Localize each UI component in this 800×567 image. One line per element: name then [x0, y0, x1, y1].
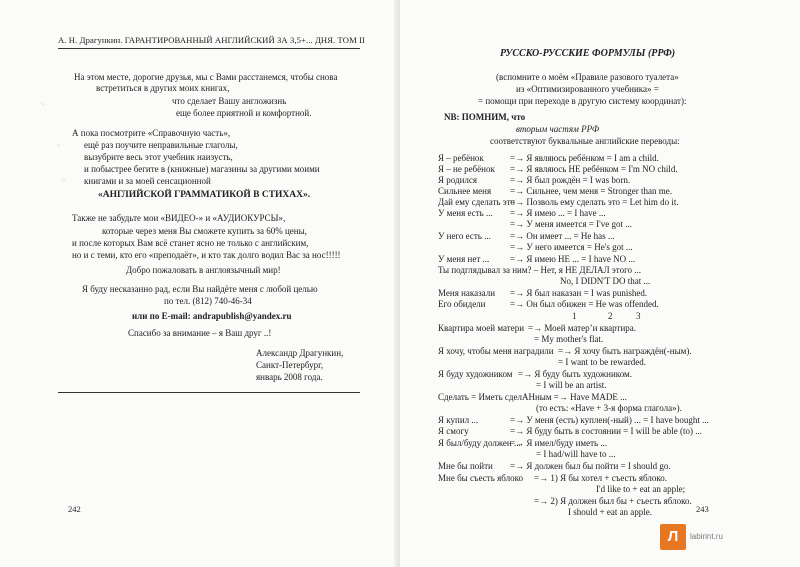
labirint-logo-badge: Л: [660, 524, 686, 550]
formula: =→ Моей матерʼи квартира.: [528, 323, 637, 333]
margin-mark: ⁖: [56, 142, 61, 150]
margin-mark: ⁖: [40, 100, 45, 108]
phrase: Я буду художником: [438, 369, 513, 379]
formula: =→ 1) Я бы хотел + съесть яблоко.: [534, 473, 668, 483]
formula: No, I DIDN'T DO that ...: [560, 276, 651, 286]
labirint-watermark-text: labirint.ru: [690, 532, 723, 541]
index-number: 2: [608, 311, 613, 321]
grammar-title: «АНГЛИЙСКОЙ ГРАММАТИКОЙ В СТИХАХ».: [98, 190, 311, 200]
left-page: [0, 0, 396, 567]
phrase: Я – ребёнок: [438, 153, 484, 163]
signature-date: январь 2008 года.: [256, 372, 323, 382]
subtitle-line: из «Оптимизированного учебника» =: [516, 84, 659, 94]
running-header: А. Н. Драгункин. ГАРАНТИРОВАННЫЙ АНГЛИЙСКИЙ ЗА 3,5+... ДНЯ. ТОМ II: [58, 35, 365, 45]
subtitle-line: (вспомните о моём «Правиле разового туалета»: [496, 72, 679, 82]
text-line: что сделает Вашу англожизнь: [172, 96, 287, 106]
signature-city: Санкт-Петербург,: [256, 360, 324, 370]
footer-rule: [58, 392, 360, 393]
text-line: Добро пожаловать в англоязычный мир!: [126, 265, 281, 275]
formula: =→ Я являюсь ребёнком = I am a child.: [510, 153, 659, 163]
formula: (то есть: «Have + 3-я форма глагола»).: [536, 403, 682, 413]
formula: I'd like to + eat an apple;: [596, 484, 686, 494]
formula: =→ Я был рождён = I was born.: [510, 175, 631, 185]
text-line: встретиться в других моих книгах,: [96, 83, 230, 93]
phrase: Меня наказали: [438, 288, 496, 298]
phrase: Мне бы съесть яблоко: [438, 473, 523, 483]
formula: = I want to be rewarded.: [558, 357, 647, 367]
text-line: книгами и за моей сенсационной: [84, 176, 211, 186]
nb-line: вторым частям РРФ: [516, 124, 600, 134]
index-number: 3: [636, 311, 641, 321]
header-rule: [58, 48, 360, 49]
phrase: Ты подглядывал за ним? – Нет, я НЕ ДЕЛАЛ этого ...: [438, 265, 642, 275]
formula: Сделать = Иметь сделАНным =→ Have MADE ...: [438, 392, 627, 402]
text-line: На этом месте, дорогие друзья, мы с Вами расстанемся, чтобы снова: [74, 72, 338, 82]
text-line: Спасибо за внимание – я Ваш друг ..!: [128, 328, 272, 338]
subtitle-line: = помощи при переходе в другую систему координат):: [478, 96, 687, 106]
formula: =→ Я буду быть в состоянии = I will be able (to) ...: [510, 426, 702, 436]
formula: = My mother's flat.: [534, 334, 604, 344]
section-title: РУССКО-РУССКИЕ ФОРМУЛЫ (РРФ): [500, 48, 676, 59]
formula: = I will be an artist.: [536, 380, 607, 390]
page-number-right: 243: [696, 504, 709, 514]
formula: =→ Я буду быть художником.: [518, 369, 632, 379]
text-line: Я буду несказанно рад, если Вы найдёте меня с любой целью: [82, 284, 318, 294]
phrase: У меня есть ...: [438, 208, 493, 218]
formula: =→ У меня имеется = I've got ...: [510, 219, 632, 229]
text-line: еще более приятной и комфортной.: [176, 108, 312, 118]
phrase: Я родился: [438, 175, 478, 185]
text-line: которые через меня Вы сможете купить за 60% цены,: [102, 226, 307, 236]
formula: I should + eat an apple.: [568, 507, 653, 517]
phone-line: по тел. (812) 740-46-34: [164, 296, 252, 306]
formula: =→ Я являюсь НЕ ребёнком = I'm NO child.: [510, 164, 678, 174]
formula: =→ 2) Я должен был бы + съесть яблоко.: [534, 496, 692, 506]
text-line: и после которых Вам всё станет ясно не только с английским,: [72, 238, 309, 248]
phrase: У него есть ...: [438, 231, 491, 241]
text-line: Также не забудьте мои «ВИДЕО-» и «АУДИОКУРСЫ»,: [72, 213, 286, 223]
margin-mark: ⁘: [60, 176, 66, 184]
right-page: [400, 0, 800, 567]
phrase: Квартира моей матери: [438, 323, 525, 333]
formula: =→ Он был обижен = He was offended.: [510, 299, 659, 309]
formula: =→ Я был наказан = I was punished.: [510, 288, 648, 298]
index-number: 1: [572, 311, 577, 321]
formula: =→ Я имел/буду иметь ...: [510, 438, 608, 448]
phrase: Я хочу, чтобы меня наградили: [438, 346, 554, 356]
formula: =→ Он имеет ... = He has ...: [510, 231, 615, 241]
formula: = I had/will have to ...: [536, 449, 616, 459]
formula: =→ Позволь ему сделать это = Let him do it.: [510, 197, 679, 207]
phrase: Я был/буду должен ...: [438, 438, 521, 448]
formula: =→ Я имею НЕ ... = I have NO ...: [510, 254, 636, 264]
formula: =→ Я должен был бы пойти = I should go.: [510, 461, 671, 471]
phrase: Я смогу: [438, 426, 469, 436]
formula: =→ Я имею ... = I have ...: [510, 208, 606, 218]
phrase: Я купил ...: [438, 415, 479, 425]
page-number-left: 242: [68, 504, 81, 514]
text-line: но и с теми, кто его «преподаёт», и кто так долго водил Вас за нос!!!!!: [72, 250, 341, 260]
phrase: Мне бы пойти: [438, 461, 493, 471]
text-line: ещё раз поучите неправильные глаголы,: [84, 140, 238, 150]
text-line: вызубрите весь этот учебник наизусть,: [84, 152, 233, 162]
phrase: Дай ему сделать это: [438, 197, 515, 207]
email-line: или по E-mail: andrapublish@yandex.ru: [132, 311, 292, 321]
nb-line: NB: ПОМНИМ, что: [444, 112, 526, 122]
phrase: Его обидели: [438, 299, 486, 309]
signature-name: Александр Драгункин,: [256, 348, 344, 358]
phrase: Я – не ребёнок: [438, 164, 495, 174]
phrase: Сильнее меня: [438, 186, 492, 196]
formula: =→ У него имеется = He's got ...: [510, 242, 633, 252]
formula: =→ Я хочу быть награждён(-ным).: [558, 346, 692, 356]
phrase: У меня нет ...: [438, 254, 490, 264]
text-line: А пока посмотрите «Справочную часть»,: [72, 128, 231, 138]
text-line: и побыстрее бегите в (книжные) магазины за другими моими: [84, 164, 320, 174]
nb-line: соответствуют буквальные английские переводы:: [490, 136, 680, 146]
formula: =→ Сильнее, чем меня = Stronger than me.: [510, 186, 672, 196]
formula: =→ У меня (есть) куплен(-ный) ... = I have bought ...: [510, 415, 709, 425]
